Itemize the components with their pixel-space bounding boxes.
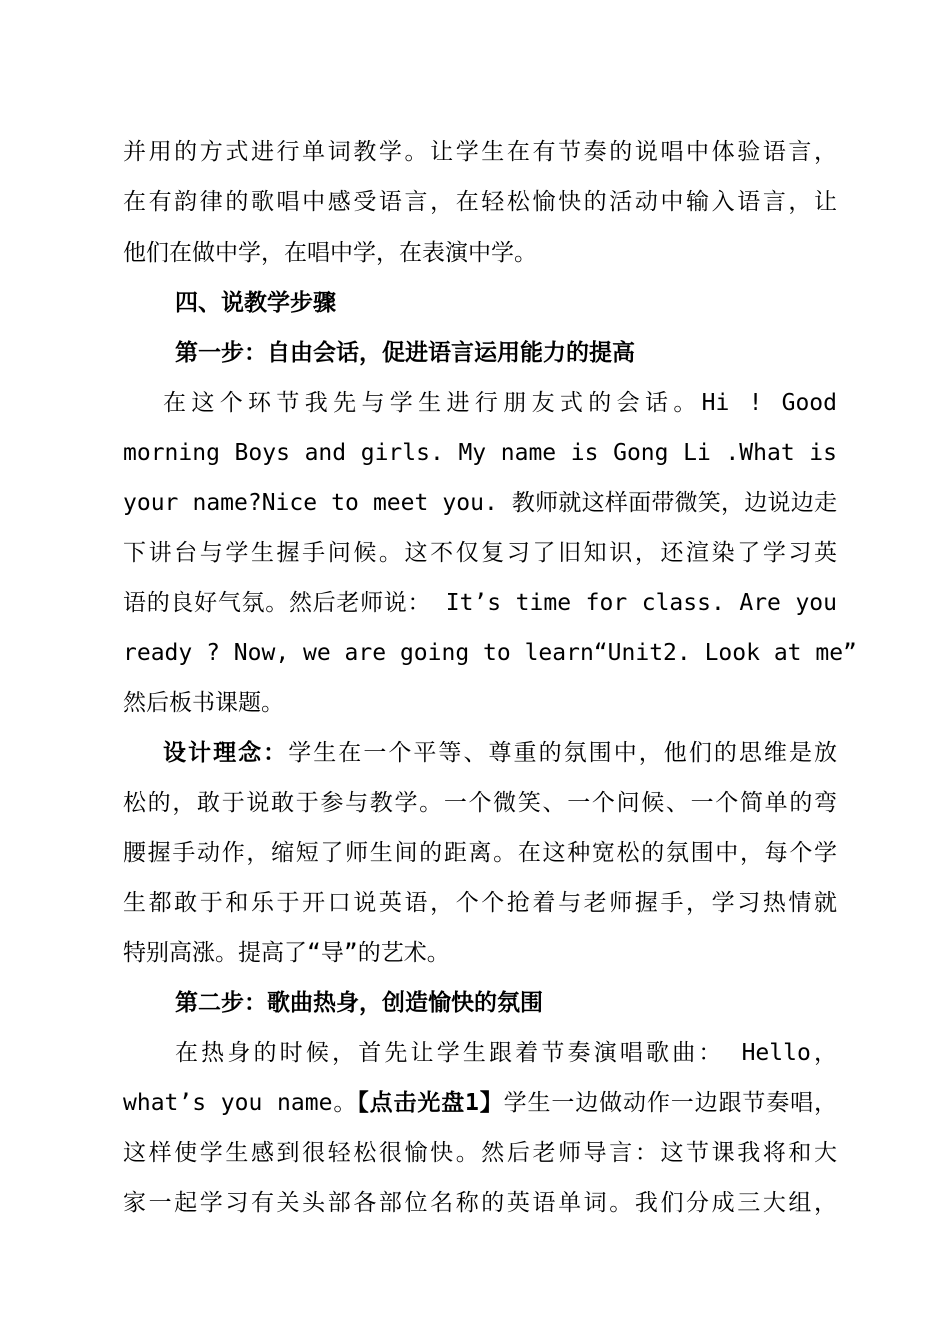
paragraph-line: your name?Nice to meet you. 教师就这样面带微笑，边说边走 bbox=[123, 490, 837, 516]
paragraph-text: 学生在一个平等、尊重的氛围中，他们的思维是放 bbox=[288, 740, 838, 766]
cd-click-marker: 【点击光盘1】 bbox=[357, 1090, 504, 1116]
paragraph-line: 在这个环节我先与学生进行朋友式的会话。Hi ! Good bbox=[163, 390, 837, 416]
paragraph-line: 松的，敢于说敢于参与教学。一个微笑、一个问候、一个简单的弯 bbox=[123, 790, 837, 816]
design-concept-label: 设计理念： bbox=[163, 740, 289, 766]
paragraph-line: morning Boys and girls. My name is Gong Li .What is bbox=[123, 440, 837, 466]
paragraph-line: 并用的方式进行单词教学。让学生在有节奏的说唱中体验语言， bbox=[123, 139, 837, 165]
paragraph-line: ready ? Now, we are going to learn“Unit2. Look at me” bbox=[123, 640, 857, 666]
paragraph-line: 这样使学生感到很轻松很愉快。然后老师导言：这节课我将和大 bbox=[123, 1140, 837, 1166]
paragraph-line: 家一起学习有关头部各部位名称的英语单词。我们分成三大组， bbox=[123, 1190, 837, 1216]
paragraph-line: 生都敢于和乐于开口说英语，个个抢着与老师握手，学习热情就 bbox=[123, 890, 837, 916]
paragraph-line bbox=[163, 738, 837, 768]
paragraph-line: 在热身的时候，首先让学生跟着节奏演唱歌曲： Hello， bbox=[175, 1040, 837, 1066]
paragraph-line: 特别高涨。提高了“导”的艺术。 bbox=[123, 940, 450, 966]
paragraph-line: 语的良好气氛。然后老师说： It’s time for class. Are you bbox=[123, 590, 837, 616]
paragraph-text: what’s you name。 bbox=[123, 1090, 358, 1116]
paragraph-line: 他们在做中学，在唱中学，在表演中学。 bbox=[123, 240, 537, 266]
paragraph-line: 然后板书课题。 bbox=[123, 690, 284, 716]
section-heading: 四、说教学步骤 bbox=[175, 290, 336, 316]
paragraph-line: 腰握手动作，缩短了师生间的距离。在这种宽松的氛围中，每个学 bbox=[123, 840, 837, 866]
paragraph-line bbox=[123, 1088, 837, 1118]
paragraph-line: 在有韵律的歌唱中感受语言，在轻松愉快的活动中输入语言，让 bbox=[123, 189, 837, 215]
step-heading: 第一步：自由会话，促进语言运用能力的提高 bbox=[175, 340, 635, 366]
step-heading: 第二步：歌曲热身，创造愉快的氛围 bbox=[175, 990, 543, 1016]
paragraph-text: 学生一边做动作一边跟节奏唱， bbox=[503, 1090, 837, 1116]
paragraph-line: 下讲台与学生握手问候。这不仅复习了旧知识，还渲染了学习英 bbox=[123, 540, 837, 566]
